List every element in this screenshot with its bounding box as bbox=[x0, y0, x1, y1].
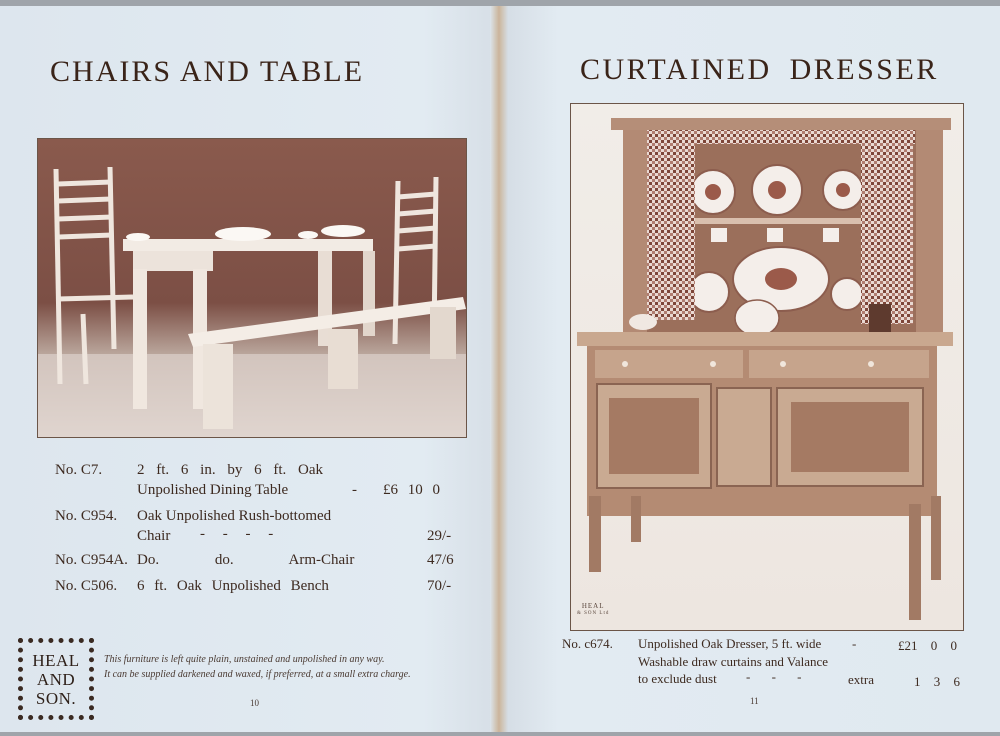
page-title-left: CHAIRS AND TABLE bbox=[50, 55, 365, 88]
chairs-table-illustration bbox=[38, 139, 466, 437]
finish-note bbox=[104, 652, 411, 682]
item-dash: - - - - bbox=[200, 526, 274, 542]
item-description-line: Unpolished Dining Table bbox=[137, 482, 289, 498]
page-number-right: 11 bbox=[750, 696, 759, 706]
item-price: 29/- bbox=[427, 528, 452, 544]
page-number-left: 10 bbox=[250, 698, 259, 708]
item-number: No. C7. bbox=[55, 462, 103, 478]
extra-label: extra bbox=[848, 672, 874, 687]
chairs-table-photo bbox=[37, 138, 467, 438]
item-description-line: Unpolished Oak Dresser, 5 ft. wide bbox=[638, 636, 822, 651]
item-price: £6 10 0 bbox=[383, 482, 440, 498]
item-dash: - - - bbox=[746, 669, 802, 684]
item-description-line: Chair bbox=[137, 528, 171, 544]
catalogue-row-c954 bbox=[0, 508, 498, 548]
logo-line: SON. bbox=[35, 688, 77, 708]
item-number: No. c674. bbox=[562, 636, 613, 651]
item-description-line: 6 ft. Oak Unpolished Bench bbox=[137, 578, 329, 594]
dresser-photo bbox=[570, 103, 964, 631]
photo-mark-subtext: & SON Ltd bbox=[577, 611, 610, 616]
catalogue-row-c506 bbox=[0, 578, 498, 600]
item-number: No. C954A. bbox=[55, 552, 128, 568]
note-line: It can be supplied darkened and waxed, if preferred, at a small extra charge. bbox=[104, 669, 411, 680]
note-line: This furniture is left quite plain, unstained and unpolished in any way. bbox=[104, 654, 385, 665]
heal-and-son-logo bbox=[18, 638, 94, 720]
item-number: No. C954. bbox=[55, 508, 118, 524]
item-dash: - bbox=[352, 482, 357, 498]
heal-photo-mark bbox=[577, 602, 609, 618]
catalogue-row-c954a bbox=[0, 552, 498, 574]
logo-line: AND bbox=[36, 669, 76, 689]
item-description-line: Oak Unpolished Rush-bottomed bbox=[137, 508, 332, 524]
page-title-right: CURTAINED DRESSER bbox=[580, 53, 939, 86]
page-gutter bbox=[490, 6, 508, 732]
item-price: 70/- bbox=[427, 578, 452, 594]
item-dash: - bbox=[852, 636, 857, 651]
logo-line: HEAL bbox=[32, 650, 80, 670]
photo-mark-text: HEAL bbox=[581, 602, 605, 610]
item-description-line: Do. do. Arm-Chair bbox=[137, 552, 355, 568]
extra-price: 1 3 6 bbox=[914, 674, 960, 689]
item-description-line: 2 ft. 6 in. by 6 ft. Oak bbox=[137, 462, 323, 478]
item-price: £21 0 0 bbox=[898, 638, 957, 653]
catalogue-row-c7 bbox=[0, 462, 498, 502]
item-number: No. C506. bbox=[55, 578, 118, 594]
dresser-illustration bbox=[571, 104, 963, 630]
item-price: 47/6 bbox=[427, 552, 454, 568]
item-description-line: Washable draw curtains and Valance bbox=[638, 654, 829, 669]
item-description-line: to exclude dust bbox=[638, 671, 717, 686]
